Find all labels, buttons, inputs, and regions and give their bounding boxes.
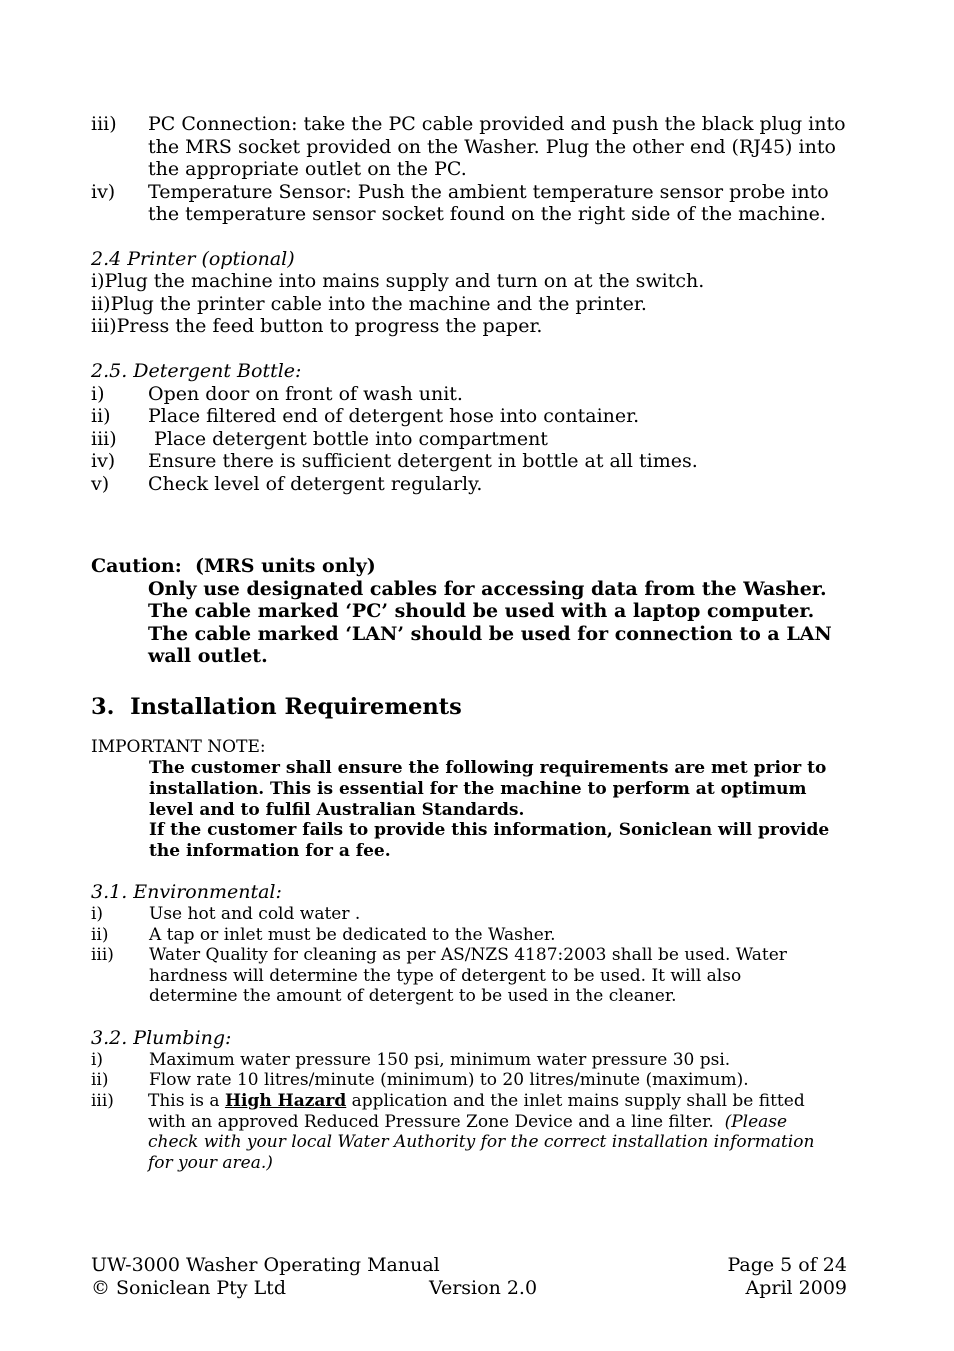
list-item-text: A tap or inlet must be dedicated to the Washer. (149, 925, 556, 945)
list-item-text (148, 1112, 787, 1132)
list-number: v) (91, 473, 110, 495)
caution-text: The cable marked ‘LAN’ should be used for connection to a LAN (148, 623, 832, 645)
list-number: ii) (91, 405, 111, 427)
list-item-text: Temperature Sensor: Push the ambient temperature sensor probe into (148, 181, 829, 203)
list-item-text: i)Plug the machine into mains supply and turn on at the switch. (91, 270, 705, 292)
important-note-text: level and to fulfil Australian Standards. (149, 800, 525, 820)
list-item-text: iii)Press the feed button to progress the paper. (91, 315, 543, 337)
important-note-text: The customer shall ensure the following requirements are met prior to (149, 758, 827, 778)
list-number: ii) (91, 1070, 109, 1090)
list-item-text: determine the amount of detergent to be used in the cleaner. (149, 986, 677, 1006)
caution-title: Caution: (MRS units only) (91, 555, 376, 577)
footer-copyright: © Soniclean Pty Ltd (91, 1277, 286, 1299)
list-item-text: Flow rate 10 litres/minute (minimum) to 20 litres/minute (maximum). (149, 1070, 749, 1090)
italic-note: for your area.) (148, 1153, 273, 1173)
list-item-text: Place filtered end of detergent hose into container. (148, 405, 640, 427)
section-title-environmental: 3.1. Environmental: (91, 881, 282, 903)
list-number: iii) (91, 428, 117, 450)
list-number: iv) (91, 450, 116, 472)
list-item-text: Ensure there is sufficient detergent in bottle at all times. (148, 450, 698, 472)
caution-text: Only use designated cables for accessing data from the Washer. (148, 578, 827, 600)
list-item-text: Check level of detergent regularly. (148, 473, 483, 495)
footer-page-number: Page 5 of 24 (727, 1254, 847, 1276)
section-title-detergent: 2.5. Detergent Bottle: (91, 360, 302, 382)
list-item-text: Place detergent bottle into compartment (148, 428, 548, 450)
caution-text: The cable marked ‘PC’ should be used with a laptop computer. (148, 600, 815, 622)
list-item-text: Water Quality for cleaning as per AS/NZS 4187:2003 shall be used. Water (149, 945, 787, 965)
high-hazard-emphasis: High Hazard (224, 1091, 347, 1111)
section-title-plumbing: 3.2. Plumbing: (91, 1027, 232, 1049)
italic-note: check with your local Water Authority for the correct installation information (148, 1132, 815, 1152)
list-item-text: Open door on front of wash unit. (148, 383, 463, 405)
list-number: ii) (91, 925, 109, 945)
footer-date: April 2009 (745, 1277, 847, 1299)
list-item-text: hardness will determine the type of detergent to be used. It will also (149, 966, 742, 986)
text-run: This is a (148, 1091, 225, 1111)
list-item-text: the appropriate outlet on the PC. (148, 158, 467, 180)
list-item-text: Maximum water pressure 150 psi, minimum water pressure 30 psi. (149, 1050, 731, 1070)
list-item-text: ii)Plug the printer cable into the machine and the printer. (91, 293, 647, 315)
list-number: iii) (91, 945, 114, 965)
list-number: iii) (91, 113, 117, 135)
list-item-text: the temperature sensor socket found on the right side of the machine. (148, 203, 826, 225)
important-note-label: IMPORTANT NOTE: (91, 737, 266, 757)
footer-version: Version 2.0 (429, 1277, 538, 1299)
list-item-text: Use hot and cold water . (149, 904, 361, 924)
list-item-text: the MRS socket provided on the Washer. Plug the other end (RJ45) into (148, 136, 836, 158)
text-run: application and the inlet mains supply shall be fitted (346, 1091, 805, 1111)
section-heading-installation: 3. Installation Requirements (91, 694, 462, 720)
list-number: iii) (91, 1091, 114, 1111)
section-title-printer: 2.4 Printer (optional) (91, 248, 295, 270)
important-note-text: installation. This is essential for the machine to perform at optimum (149, 779, 807, 799)
list-number: i) (91, 383, 105, 405)
list-number: i) (91, 1050, 104, 1070)
important-note-text: the information for a fee. (149, 841, 391, 861)
list-item-text (148, 1091, 805, 1111)
list-number: iv) (91, 181, 116, 203)
list-item-text: PC Connection: take the PC cable provided and push the black plug into (148, 113, 846, 135)
text-run: with an approved Reduced Pressure Zone Device and a line filter. (148, 1112, 725, 1132)
list-number: i) (91, 904, 104, 924)
important-note-text: If the customer fails to provide this information, Soniclean will provide (149, 820, 830, 840)
italic-note: (Please (724, 1112, 788, 1132)
caution-text: wall outlet. (148, 645, 268, 667)
footer-manual-title: UW-3000 Washer Operating Manual (91, 1254, 440, 1276)
